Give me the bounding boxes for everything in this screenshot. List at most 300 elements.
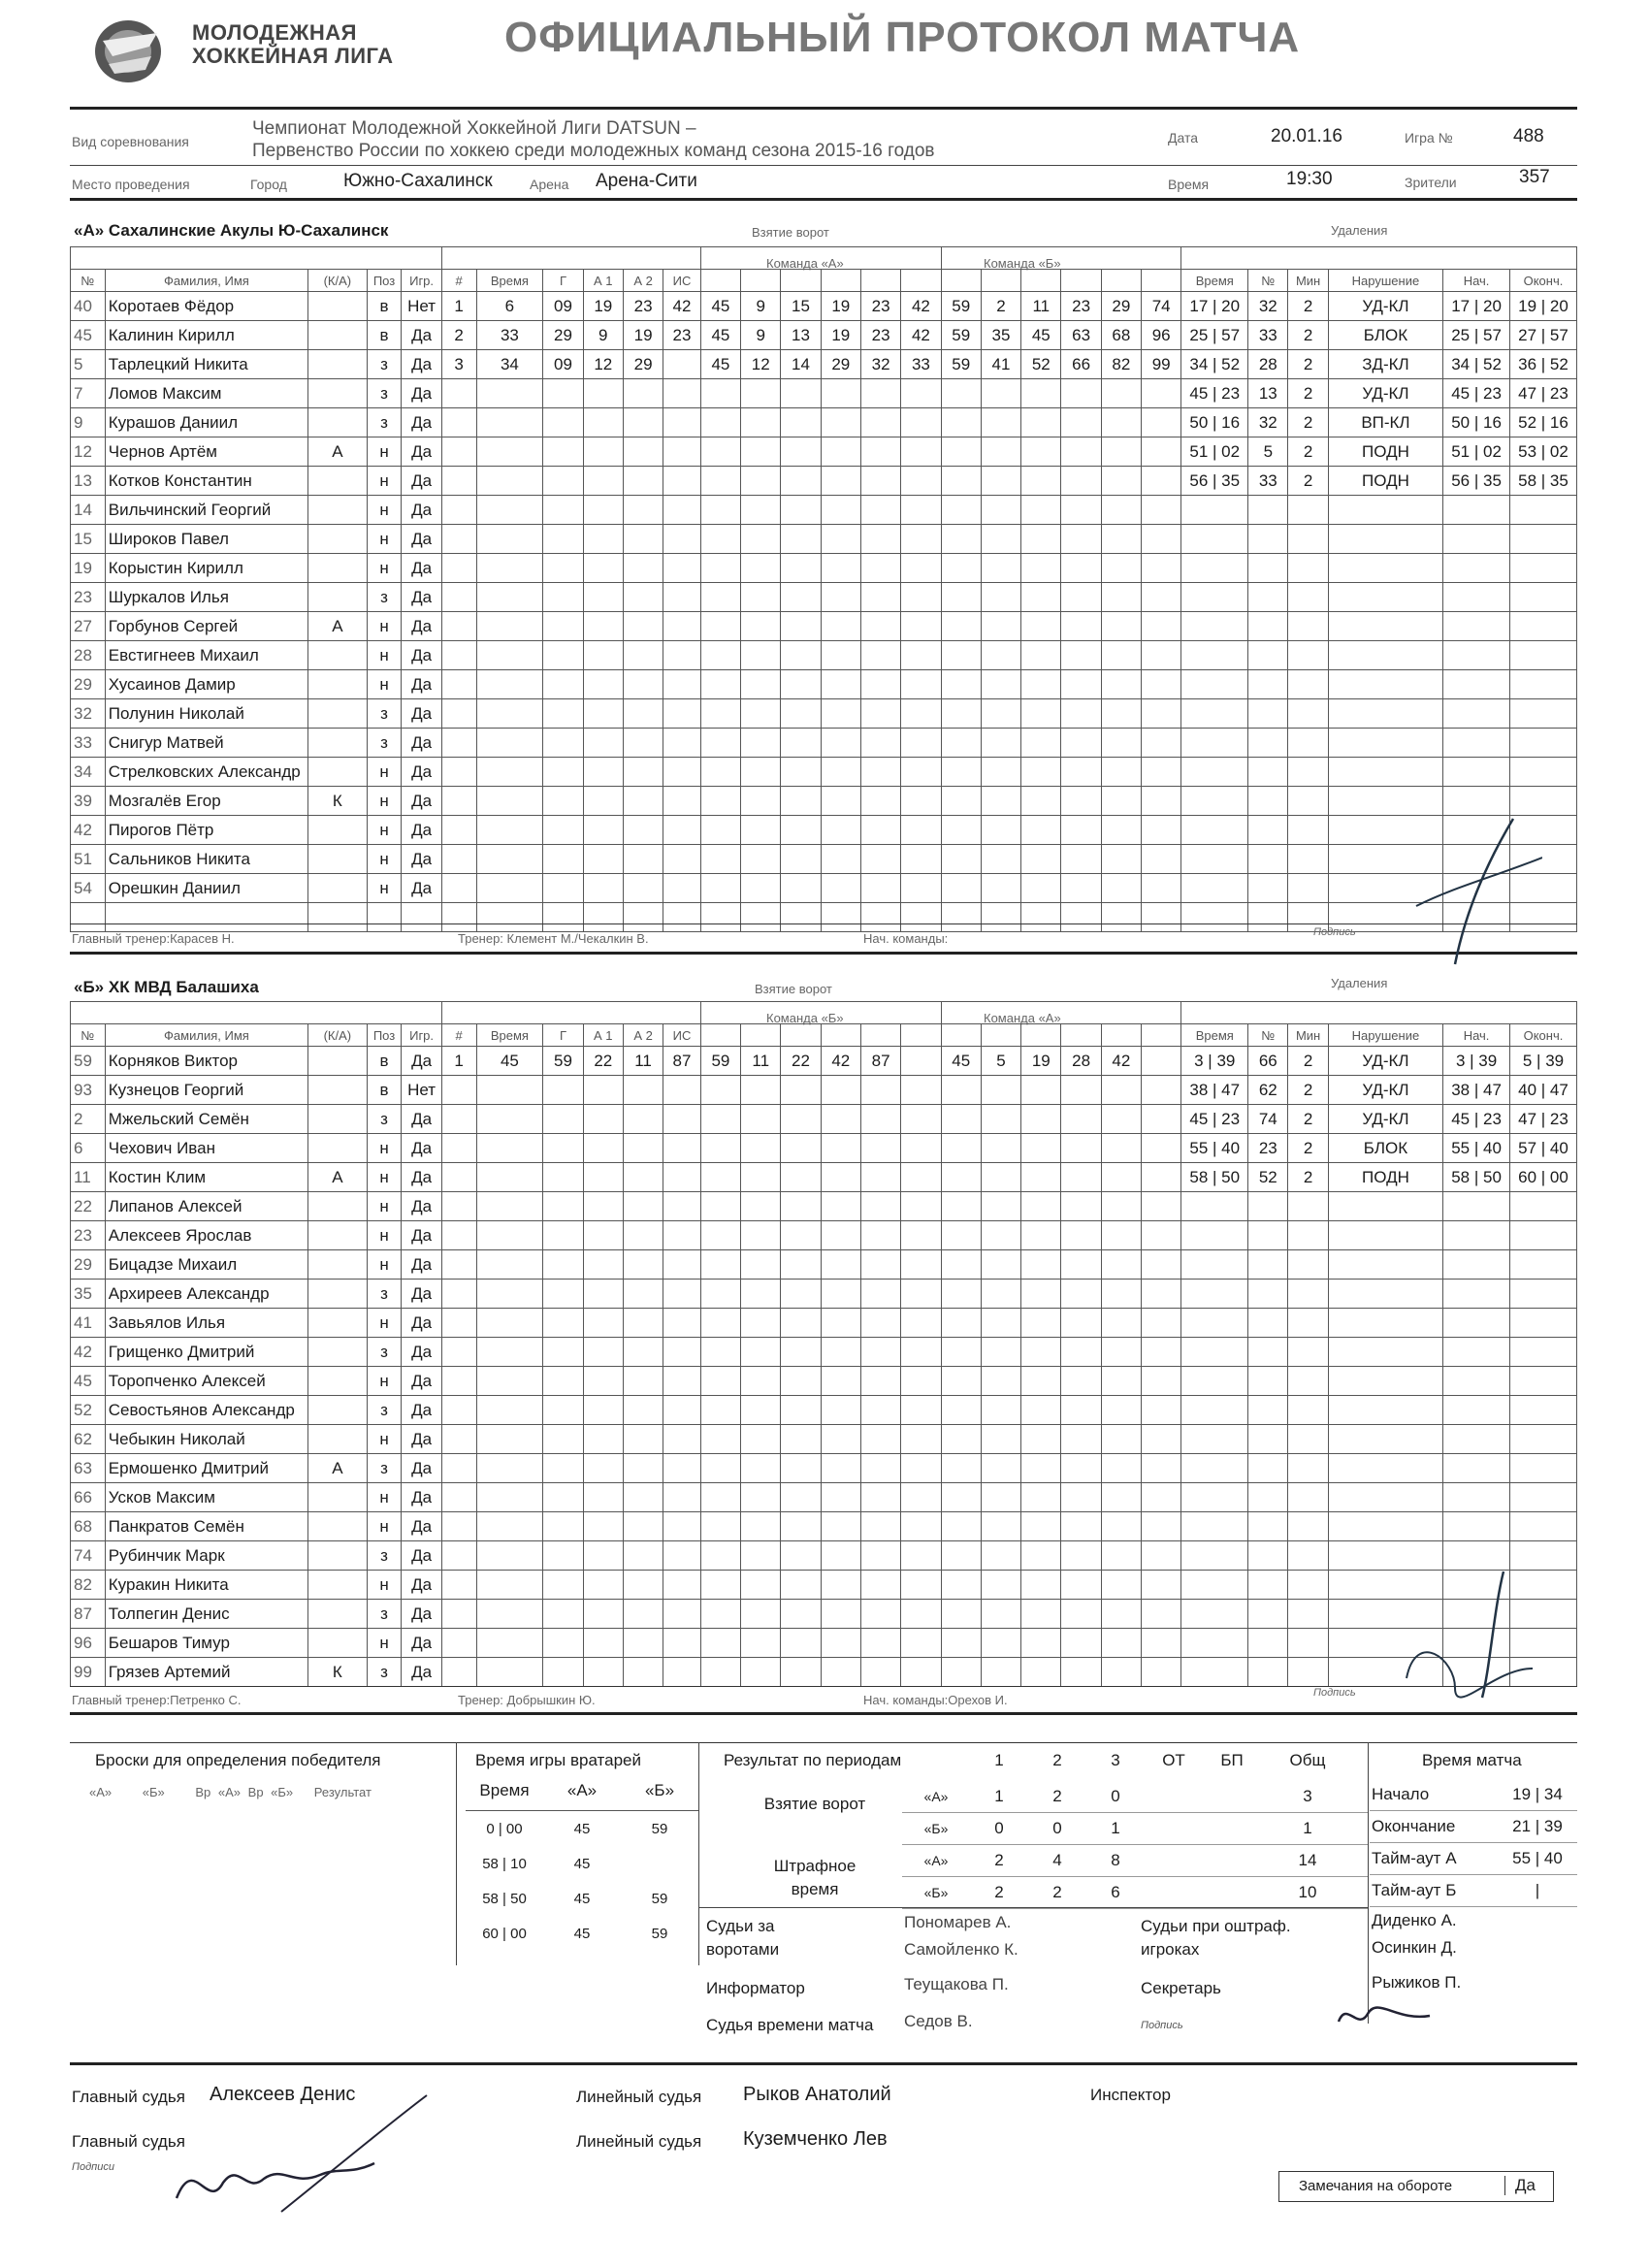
- city-label: Город: [250, 177, 287, 192]
- goal-cell: [476, 699, 543, 729]
- goal-cell: [821, 437, 860, 467]
- penalty-cell: [1181, 729, 1248, 758]
- player-name: Широков Павел: [105, 525, 307, 554]
- shootout-title: Броски для определения победителя: [95, 1751, 381, 1769]
- goal-cell: [543, 845, 583, 874]
- player-played: Да: [402, 467, 441, 496]
- goal-cell: [821, 1629, 860, 1658]
- header-bottom-rule: [70, 198, 1577, 201]
- referee-signature-icon: [165, 2086, 436, 2231]
- goal-cell: [1142, 496, 1181, 525]
- goal-cell: [543, 1105, 583, 1134]
- player-position: з: [367, 350, 402, 379]
- goal-cell: [623, 1134, 663, 1163]
- goal-cell: [860, 1367, 900, 1396]
- penalty-end: 5 | 39: [1509, 1047, 1576, 1076]
- goal-cell: [623, 699, 663, 729]
- goal-cell: [663, 612, 701, 641]
- penalty-cell: [1443, 1512, 1510, 1541]
- penalty-infraction: ЗД-КЛ: [1328, 350, 1442, 379]
- player-number: 33: [71, 729, 106, 758]
- goal-cell: [700, 1367, 740, 1396]
- penalty-cell: [1509, 1483, 1576, 1512]
- goal-cell: [941, 758, 981, 787]
- date-label: Дата: [1168, 130, 1199, 146]
- line-judge-1: Рыков Анатолий: [743, 2084, 891, 2105]
- penalty-start: 17 | 20: [1443, 292, 1510, 321]
- goal-cell: [860, 1280, 900, 1309]
- goal-cell: [1142, 379, 1181, 408]
- player-number: 87: [71, 1600, 106, 1629]
- goal-cell: 11: [741, 1047, 781, 1076]
- goal-cell: [543, 1512, 583, 1541]
- goal-cell: 32: [860, 350, 900, 379]
- goal-cell: [981, 554, 1020, 583]
- goal-cell: [583, 554, 623, 583]
- table-row: [71, 525, 1577, 554]
- player-name: Курашов Даниил: [105, 408, 307, 437]
- player-number: 23: [71, 583, 106, 612]
- match-time-label: Начало: [1372, 1785, 1430, 1803]
- column-header: [860, 1024, 900, 1047]
- goal-cell: [623, 1192, 663, 1221]
- goal-cell: [1061, 583, 1101, 612]
- table-row: [71, 670, 1577, 699]
- goal-cell: [663, 1076, 701, 1105]
- player-played: Да: [402, 1512, 441, 1541]
- penalty-cell: [1248, 1571, 1288, 1600]
- player-number: 14: [71, 496, 106, 525]
- goal-cell: [700, 583, 740, 612]
- main-referee-1: Алексеев Денис: [210, 2084, 356, 2105]
- goal-cell: [1021, 699, 1061, 729]
- player-position: з: [367, 583, 402, 612]
- goal-cell: [781, 699, 821, 729]
- goal-cell: 45: [1021, 321, 1061, 350]
- goal-cell: [583, 1280, 623, 1309]
- bottom-divider-3: [1368, 1742, 1369, 2024]
- player-played: Да: [402, 612, 441, 641]
- goal-cell: [941, 612, 981, 641]
- goal-cell: 34: [476, 350, 543, 379]
- goal-cell: [781, 1221, 821, 1250]
- period-value: 2: [1052, 1787, 1062, 1805]
- document-title: ОФИЦИАЛЬНЫЙ ПРОТОКОЛ МАТЧА: [504, 14, 1301, 61]
- penalty-cell: [1443, 496, 1510, 525]
- player-played: Да: [402, 554, 441, 583]
- penalty-cell: [1248, 641, 1288, 670]
- goal-cell: [663, 1512, 701, 1541]
- player-number: 32: [71, 699, 106, 729]
- goal-cell: [901, 1192, 941, 1221]
- penalty-time: 25 | 57: [1181, 321, 1248, 350]
- goal-cell: [860, 1629, 900, 1658]
- column-header: [1142, 270, 1181, 292]
- goal-cell: [901, 1425, 941, 1454]
- player-role: [308, 1512, 368, 1541]
- goal-cell: 74: [1142, 292, 1181, 321]
- goal-cell: [741, 467, 781, 496]
- goal-cell: [1061, 525, 1101, 554]
- goal-cell: [741, 1192, 781, 1221]
- pen-judges-label: Судьи при оштраф. игроках: [1141, 1917, 1291, 1959]
- goal-cell: [1101, 1134, 1141, 1163]
- goal-cell: [821, 1396, 860, 1425]
- table-row: [71, 1658, 1577, 1687]
- goal-cell: [1142, 1512, 1181, 1541]
- goal-cell: [941, 1105, 981, 1134]
- player-played: Да: [402, 1309, 441, 1338]
- goal-cell: [1142, 1571, 1181, 1600]
- player-name: Горбунов Сергей: [105, 612, 307, 641]
- goal-cell: [476, 1309, 543, 1338]
- header-spacer: [1181, 1002, 1577, 1024]
- penalty-cell: [1509, 1192, 1576, 1221]
- penalty-cell: [1248, 1600, 1288, 1629]
- goal-cell: [901, 583, 941, 612]
- penalty-cell: [1509, 1338, 1576, 1367]
- goal-cell: [700, 1338, 740, 1367]
- player-role: [308, 1250, 368, 1280]
- match-time-row: [1370, 1811, 1577, 1843]
- goal-cell: [901, 1163, 941, 1192]
- goal-cell: [781, 583, 821, 612]
- player-played: Нет: [402, 292, 441, 321]
- penalty-cell: [1288, 641, 1328, 670]
- goal-cell: [821, 1483, 860, 1512]
- player-name: Липанов Алексей: [105, 1192, 307, 1221]
- table-row: [71, 1454, 1577, 1483]
- goal-cell: [583, 467, 623, 496]
- player-played: Да: [402, 437, 441, 467]
- period-value: 8: [1111, 1851, 1120, 1869]
- goal-cell: [583, 1163, 623, 1192]
- goal-cell: [1061, 1367, 1101, 1396]
- competition-label: Вид соревнования: [72, 134, 189, 149]
- player-name: Грязев Артемий: [105, 1658, 307, 1687]
- penalty-player: 28: [1248, 350, 1288, 379]
- penalty-cell: [1248, 525, 1288, 554]
- goal-cell: [821, 467, 860, 496]
- penalty-cell: [1328, 583, 1442, 612]
- table-row: [71, 699, 1577, 729]
- player-position: н: [367, 1483, 402, 1512]
- goal-cell: [1142, 1280, 1181, 1309]
- goal-cell: [860, 758, 900, 787]
- player-position: н: [367, 1250, 402, 1280]
- goal-cell: [441, 1134, 476, 1163]
- penalty-minutes: 2: [1288, 437, 1328, 467]
- player-position: н: [367, 1192, 402, 1221]
- goal-cell: [1021, 408, 1061, 437]
- goal-cell: [860, 1105, 900, 1134]
- table-row: [71, 641, 1577, 670]
- gk-team-a: 45: [573, 1925, 591, 1942]
- main-referee-label-1: Главный судья: [72, 2088, 185, 2106]
- penalty-cell: [1181, 641, 1248, 670]
- goal-cell: [1021, 1105, 1061, 1134]
- goal-cell: [741, 874, 781, 903]
- time-label: Время: [1168, 177, 1210, 192]
- penalty-cell: [1288, 583, 1328, 612]
- penalty-start: 50 | 16: [1443, 408, 1510, 437]
- penalty-minutes: 2: [1288, 379, 1328, 408]
- penalty-cell: [1248, 874, 1288, 903]
- goal-cell: [1142, 845, 1181, 874]
- line-judge-2: Куземченко Лев: [743, 2128, 888, 2150]
- goal-cell: [781, 467, 821, 496]
- goals-label: Взятие ворот: [763, 1795, 866, 1813]
- goal-cell: [700, 612, 740, 641]
- penalty-cell: [1328, 1192, 1442, 1221]
- penalty-time: 58 | 50: [1181, 1163, 1248, 1192]
- goal-cell: [1061, 379, 1101, 408]
- player-role: [308, 1047, 368, 1076]
- player-role: [308, 1367, 368, 1396]
- header-top-rule: [70, 107, 1577, 110]
- goal-cell: [901, 496, 941, 525]
- arena-value: Арена-Сити: [596, 171, 697, 191]
- goal-cell: [901, 1571, 941, 1600]
- penalty-cell: [1288, 816, 1328, 845]
- goal-cell: [441, 670, 476, 699]
- goal-cell: [781, 641, 821, 670]
- goal-cell: [860, 1338, 900, 1367]
- goal-cell: [700, 379, 740, 408]
- penalty-cell: [1509, 1425, 1576, 1454]
- goal-cell: 1: [441, 292, 476, 321]
- player-number: 62: [71, 1425, 106, 1454]
- goal-cell: [543, 1134, 583, 1163]
- gk-team-a: 45: [573, 1855, 591, 1872]
- goal-cell: [941, 670, 981, 699]
- table-row: [71, 350, 1577, 379]
- period-value: 1: [1111, 1819, 1120, 1837]
- goal-cell: 23: [1061, 292, 1101, 321]
- goal-cell: [441, 1309, 476, 1338]
- penalty-cell: [1443, 1250, 1510, 1280]
- goal-cell: [663, 1250, 701, 1280]
- city-value: Южно-Сахалинск: [343, 171, 493, 191]
- goal-cell: [781, 554, 821, 583]
- team-b-table: [70, 1001, 1577, 1687]
- goal-cell: [543, 1541, 583, 1571]
- goal-cell: [1101, 1280, 1141, 1309]
- goal-cell: [741, 1541, 781, 1571]
- goal-cell: [1061, 1454, 1101, 1483]
- goal-cell: [1021, 758, 1061, 787]
- goal-cell: [860, 1076, 900, 1105]
- goal-cell: [441, 1280, 476, 1309]
- goal-cell: [901, 467, 941, 496]
- goal-cell: 1: [441, 1047, 476, 1076]
- player-played: Да: [402, 1658, 441, 1687]
- goal-cell: [1021, 1658, 1061, 1687]
- goal-cell: [1021, 874, 1061, 903]
- goal-cell: [1142, 583, 1181, 612]
- goal-cell: 19: [623, 321, 663, 350]
- goal-cell: [1021, 525, 1061, 554]
- player-name: Ермошенко Дмитрий: [105, 1454, 307, 1483]
- goal-cell: [441, 612, 476, 641]
- goal-cell: [583, 1309, 623, 1338]
- goal-cell: 9: [741, 292, 781, 321]
- penalty-cell: [1288, 1658, 1328, 1687]
- penalty-end: 53 | 02: [1509, 437, 1576, 467]
- penalty-end: 57 | 40: [1509, 1134, 1576, 1163]
- goal-cell: [543, 379, 583, 408]
- player-number: 9: [71, 408, 106, 437]
- goal-cell: [476, 1396, 543, 1425]
- goal-cell: [901, 729, 941, 758]
- goal-cell: [700, 787, 740, 816]
- penalty-cell: [1248, 496, 1288, 525]
- goal-cell: [623, 467, 663, 496]
- date-value: 20.01.16: [1271, 126, 1342, 146]
- player-name: Вильчинский Георгий: [105, 496, 307, 525]
- goal-cell: [543, 787, 583, 816]
- player-role: [308, 496, 368, 525]
- goal-cell: [941, 1454, 981, 1483]
- player-number: 59: [71, 1047, 106, 1076]
- goal-cell: [1021, 379, 1061, 408]
- penalty-cell: [1248, 816, 1288, 845]
- goal-cell: [700, 1600, 740, 1629]
- goal-cell: [981, 1105, 1020, 1134]
- period-value: 0: [1052, 1819, 1062, 1837]
- goal-cell: [781, 758, 821, 787]
- goal-cell: [1142, 408, 1181, 437]
- player-played: Да: [402, 1367, 441, 1396]
- goal-cell: [901, 1280, 941, 1309]
- penalty-infraction: ВП-КЛ: [1328, 408, 1442, 437]
- goal-cell: [981, 1076, 1020, 1105]
- penalty-cell: [1509, 1454, 1576, 1483]
- penalty-cell: [1248, 758, 1288, 787]
- goal-cell: [543, 1221, 583, 1250]
- column-header: [941, 270, 981, 292]
- goal-cell: [860, 874, 900, 903]
- goal-cell: [821, 670, 860, 699]
- goal-cell: [700, 1280, 740, 1309]
- bottom-top-rule: [70, 1742, 1577, 1743]
- team-a-sign-label: Подпись: [1313, 926, 1356, 938]
- goal-cell: [741, 525, 781, 554]
- penalty-cell: [1288, 1425, 1328, 1454]
- player-role: [308, 554, 368, 583]
- penalty-cell: [1248, 699, 1288, 729]
- goal-cell: [1061, 612, 1101, 641]
- player-position: з: [367, 1396, 402, 1425]
- goal-cell: [583, 583, 623, 612]
- goal-cell: [781, 1600, 821, 1629]
- goal-cell: [543, 554, 583, 583]
- goal-cell: [1101, 1309, 1141, 1338]
- goal-cell: [981, 1280, 1020, 1309]
- player-position: н: [367, 496, 402, 525]
- column-header: А 2: [623, 1024, 663, 1047]
- penalty-minutes: 2: [1288, 321, 1328, 350]
- header-spacer: [700, 247, 941, 270]
- goal-cell: [583, 670, 623, 699]
- goal-cell: [700, 496, 740, 525]
- player-number: 11: [71, 1163, 106, 1192]
- goal-cell: [543, 1571, 583, 1600]
- match-time-row: [1370, 1843, 1577, 1875]
- goal-cell: [476, 1629, 543, 1658]
- gk-team-a: 45: [573, 1890, 591, 1907]
- penalty-cell: [1509, 612, 1576, 641]
- goal-cell: [941, 1309, 981, 1338]
- goal-cell: 96: [1142, 321, 1181, 350]
- player-number: 23: [71, 1221, 106, 1250]
- goal-cell: [860, 496, 900, 525]
- goal-cell: [781, 1192, 821, 1221]
- goal-cell: [741, 845, 781, 874]
- penalty-infraction: ПОДН: [1328, 467, 1442, 496]
- goal-cell: [1061, 1134, 1101, 1163]
- penalty-cell: [1181, 816, 1248, 845]
- table-row: [71, 1338, 1577, 1367]
- goal-cell: [623, 1629, 663, 1658]
- penalty-cell: [1288, 1250, 1328, 1280]
- goal-cell: [781, 845, 821, 874]
- goal-cell: [663, 874, 701, 903]
- penalty-cell: [1288, 729, 1328, 758]
- goal-cell: [860, 1425, 900, 1454]
- penalty-infraction: БЛОК: [1328, 321, 1442, 350]
- goal-cell: [941, 496, 981, 525]
- goal-cell: [623, 583, 663, 612]
- goal-cell: [1142, 758, 1181, 787]
- goal-cell: [1101, 612, 1141, 641]
- goal-cell: [476, 1454, 543, 1483]
- match-time-title: Время матча: [1422, 1751, 1522, 1769]
- goal-cell: [941, 1134, 981, 1163]
- goal-cell: [901, 758, 941, 787]
- penalty-cell: [1288, 1541, 1328, 1571]
- goal-cell: [981, 1512, 1020, 1541]
- penalty-cell: [1328, 1367, 1442, 1396]
- goal-cell: [623, 379, 663, 408]
- team-b-signature-icon: [1397, 1562, 1542, 1707]
- goal-cell: [663, 1280, 701, 1309]
- player-role: [308, 1396, 368, 1425]
- judges-top-rule: [698, 1907, 1368, 1908]
- goal-cell: [543, 1367, 583, 1396]
- goal-cell: [741, 641, 781, 670]
- goal-cell: [1101, 729, 1141, 758]
- goal-cell: [476, 874, 543, 903]
- penalty-cell: [1509, 496, 1576, 525]
- goal-cell: [1061, 408, 1101, 437]
- goal-cell: [1021, 1483, 1061, 1512]
- column-header: Время: [1181, 1024, 1248, 1047]
- penalty-cell: [1248, 1338, 1288, 1367]
- table-row: [71, 845, 1577, 874]
- goal-cell: [700, 1512, 740, 1541]
- goal-cell: [941, 1571, 981, 1600]
- goal-cell: [781, 1076, 821, 1105]
- table-row: [71, 1163, 1577, 1192]
- player-played: Да: [402, 1280, 441, 1309]
- gk-row: [466, 1811, 698, 1846]
- player-number: 93: [71, 1076, 106, 1105]
- goal-cell: [441, 1541, 476, 1571]
- goal-cell: [623, 1250, 663, 1280]
- goal-cell: [1142, 1105, 1181, 1134]
- period-value: 14: [1298, 1851, 1317, 1869]
